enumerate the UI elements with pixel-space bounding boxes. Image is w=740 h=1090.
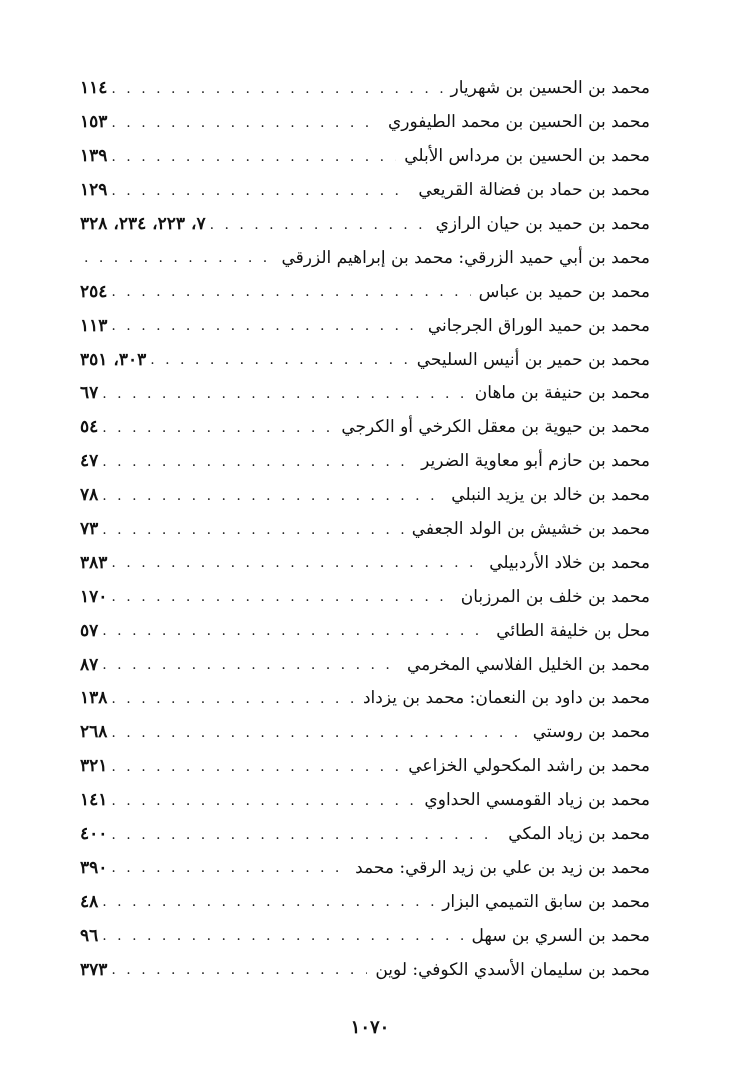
- dot-leader: [80, 251, 273, 265]
- index-entry: [80, 851, 650, 885]
- index-entry: [80, 682, 650, 716]
- index-entry: [80, 750, 650, 784]
- entry-page-numbers: ٩٦: [80, 925, 99, 946]
- index-entry: [80, 513, 650, 547]
- dot-leader: [98, 421, 333, 435]
- entry-name: محمد بن الحسين بن مرداس الأبلي: [404, 146, 650, 167]
- entry-name: محمد بن خلاد الأردبيلي: [489, 552, 650, 573]
- entry-name: محمد بن حميد بن عباس: [478, 281, 650, 302]
- entry-name: محمد بن زياد القومسي الحداوي: [424, 790, 650, 811]
- index-entry: [80, 784, 650, 818]
- entry-page-numbers: ١٧٠: [80, 586, 108, 607]
- entry-page-numbers: ٤٠٠: [80, 824, 108, 845]
- entry-page-numbers: ٣٧٣: [80, 959, 108, 980]
- dot-leader: [98, 895, 434, 909]
- index-entry: [80, 580, 650, 614]
- dot-leader: [98, 658, 399, 672]
- index-entry: [80, 343, 650, 377]
- entry-page-numbers: ٣٨٣: [80, 552, 108, 573]
- index-entry: [80, 818, 650, 852]
- dot-leader: [107, 184, 410, 198]
- entry-name: محمد بن خلف بن المرزبان: [460, 586, 650, 607]
- entry-name: محمد بن حمير بن أنيس السليحي: [416, 349, 650, 370]
- entry-name: محمد بن السري بن سهل: [471, 925, 650, 946]
- entry-page-numbers: ٦٧: [80, 383, 99, 404]
- dot-leader: [107, 556, 481, 570]
- entry-name: محمد بن داود بن النعمان: محمد بن يزداد: [362, 688, 650, 709]
- entry-name: محمد بن حماد بن فضالة القريعي: [418, 180, 650, 201]
- dot-leader: [107, 82, 442, 96]
- entry-page-numbers: ٧، ٢٢٣، ٢٣٤، ٣٢٨: [80, 214, 206, 234]
- index-entry: [80, 309, 650, 343]
- index-entry: [80, 716, 650, 750]
- index-entry: [80, 546, 650, 580]
- dot-leader: [98, 523, 403, 537]
- entry-name: محمد بن سابق التميمي البزار: [442, 891, 650, 912]
- index-entry: [80, 174, 650, 208]
- index-entry: [80, 106, 650, 140]
- dot-leader: [98, 624, 488, 638]
- dot-leader: [107, 590, 452, 604]
- entry-page-numbers: ٣٢١: [80, 756, 108, 777]
- dot-leader: [206, 218, 428, 232]
- dot-leader: [107, 794, 416, 808]
- entry-name: محمد بن راشد المكحولي الخزاعي: [408, 756, 650, 777]
- entry-page-numbers: ١٣٨: [80, 688, 108, 709]
- index-entry: [80, 479, 650, 513]
- entry-name: محمد بن حميد بن حيان الرازي: [435, 214, 650, 234]
- entry-page-numbers: ١٢٩: [80, 180, 108, 201]
- entry-name: محمد بن الحسين بن محمد الطيفوري: [387, 112, 650, 133]
- dot-leader: [107, 861, 347, 875]
- index-entry: [80, 275, 650, 309]
- entry-name: محمد بن خالد بن يزيد النبلي: [451, 485, 650, 506]
- entry-page-numbers: ٢٦٨: [80, 722, 108, 743]
- entry-page-numbers: ٢٥٤: [80, 281, 108, 302]
- entry-name: محمد بن الخليل الفلاسي المخرمي: [406, 654, 650, 675]
- index-entry: [80, 648, 650, 682]
- entry-page-numbers: ٨٧: [80, 654, 99, 675]
- entry-name: محمد بن الحسين بن شهريار: [450, 78, 650, 99]
- entry-page-numbers: ٤٧: [80, 451, 99, 472]
- entry-name: محمد بن حازم أبو معاوية الضرير: [421, 451, 650, 472]
- index-entry: [80, 445, 650, 479]
- entry-page-numbers: ٥٤: [80, 417, 99, 438]
- page-number: ١٠٧٠: [350, 1017, 390, 1038]
- index-entry: [80, 72, 650, 106]
- dot-leader: [107, 319, 419, 333]
- entry-page-numbers: ٣٠٣، ٣٥١: [80, 349, 147, 370]
- dot-leader: [107, 726, 524, 740]
- index-entry: [80, 140, 650, 174]
- entry-page-numbers: ٣٩٠: [80, 857, 108, 878]
- entry-page-numbers: ٤٨: [80, 891, 99, 912]
- dot-leader: [107, 692, 355, 706]
- entry-name: محمد بن حنيفة بن ماهان: [474, 383, 650, 404]
- index-entry: [80, 885, 650, 919]
- entry-page-numbers: ١٥٣: [80, 112, 108, 133]
- dot-leader: [98, 929, 463, 943]
- entry-page-numbers: ١١٣: [80, 315, 108, 336]
- index-entry: [80, 377, 650, 411]
- entry-page-numbers: ١٤١: [80, 790, 108, 811]
- index-entry: [80, 919, 650, 953]
- index-entry: [80, 208, 650, 242]
- index-entry: [80, 614, 650, 648]
- entry-name: محمد بن أبي حميد الزرقي: محمد بن إبراهيم الزرقي: [281, 247, 650, 268]
- entry-name: محمد بن زياد المكي: [508, 824, 650, 845]
- dot-leader: [107, 963, 367, 977]
- entry-name: محمد بن روستي: [532, 722, 650, 743]
- entry-name: محمد بن حيوية بن معقل الكرخي أو الكرجي: [341, 417, 650, 438]
- dot-leader: [98, 489, 443, 503]
- index-entry: [80, 411, 650, 445]
- entry-page-numbers: ١٣٩: [80, 146, 108, 167]
- entry-name: محل بن خليفة الطائي: [496, 620, 650, 641]
- entry-page-numbers: ٧٣: [80, 519, 99, 540]
- entry-page-numbers: ٥٧: [80, 620, 99, 641]
- dot-leader: [98, 455, 413, 469]
- dot-leader: [107, 116, 380, 130]
- index-entry: [80, 241, 650, 275]
- dot-leader: [98, 387, 467, 401]
- name-index-list: [80, 72, 650, 987]
- entry-name: محمد بن سليمان الأسدي الكوفي: لوين: [375, 959, 650, 980]
- dot-leader: [107, 285, 470, 299]
- dot-leader: [107, 150, 396, 164]
- entry-name: محمد بن زيد بن علي بن زيد الرقي: محمد: [355, 857, 650, 878]
- entry-page-numbers: ١١٤: [80, 78, 108, 99]
- dot-leader: [107, 760, 400, 774]
- entry-page-numbers: ٧٨: [80, 485, 99, 506]
- entry-name: محمد بن خشيش بن الولد الجعفي: [411, 519, 650, 540]
- entry-name: محمد بن حميد الوراق الجرجاني: [427, 315, 650, 336]
- dot-leader: [146, 353, 409, 367]
- dot-leader: [107, 828, 500, 842]
- index-entry: [80, 953, 650, 987]
